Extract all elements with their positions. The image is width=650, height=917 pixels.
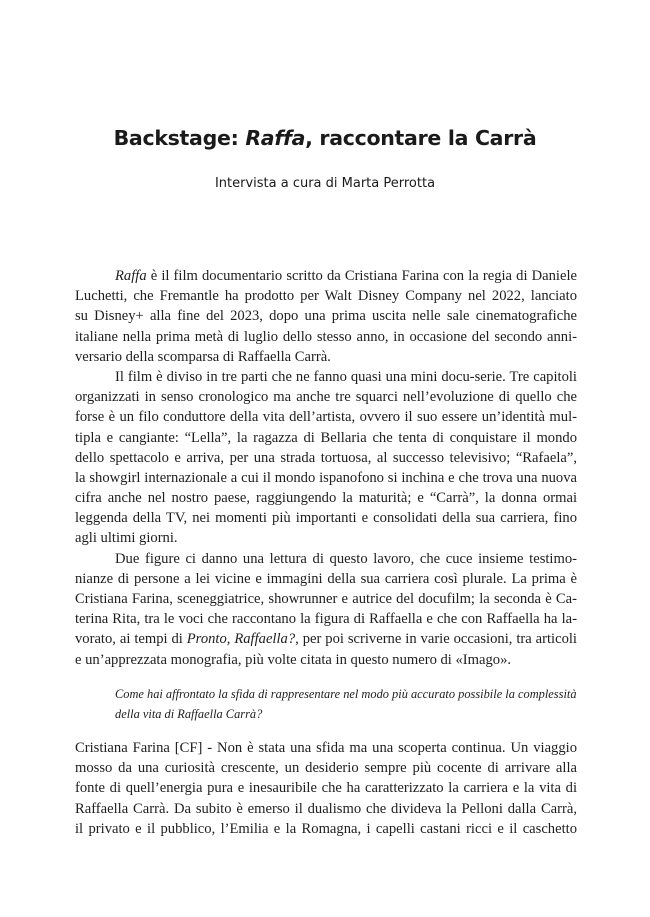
line-text: , per poi scriverne in varie occasioni, tra articoli xyxy=(295,631,577,648)
intro-section xyxy=(75,266,577,670)
film-title-italic: Raffa xyxy=(115,268,147,284)
text-line: versario della scomparsa di Raffaella Carrà. xyxy=(75,348,331,365)
text-line: Due figure ci danno una lettura di questo lavoro, che cuce insieme testimo- xyxy=(115,550,577,567)
article-subtitle: Intervista a cura di Marta Perrotta xyxy=(214,176,436,191)
article-title xyxy=(0,126,650,150)
paragraph xyxy=(75,266,577,367)
text-line xyxy=(75,266,577,286)
interview-question xyxy=(115,684,577,724)
text-line: Luchetti, che Fremantle ha prodotto per Walt Disney Company nel 2022, lanciato xyxy=(75,288,577,305)
text-line: Il film è diviso in tre parti che ne fanno quasi una mini docu-serie. Tre capitoli xyxy=(115,368,577,385)
text-line: leggenda della TV, nei momenti più importanti e consolidati della sua carriera, fino xyxy=(75,510,577,527)
text-line: Raffaella Carrà. Da subito è emerso il dualismo che divideva la Pelloni dalla Carrà, xyxy=(75,800,577,817)
text-line: organizzati in senso cronologico ma anche tre squarci nell’evoluzione di quello che xyxy=(75,389,577,406)
line-text: è il film documentario scritto da Cristiana Farina con la regia di Daniele xyxy=(146,268,577,284)
interview-answer xyxy=(75,738,577,839)
text-line: nianze di persone a lei vicine e immagini della sua carriera così plurale. La prima è xyxy=(75,570,577,587)
text-line: dello spettacolo e arriva, per una strada tortuosa, al successo televisivo; “Rafaela”, xyxy=(75,449,577,466)
text-line: su Disney+ alla fine del 2023, dopo una prima uscita nelle sale cinematografiche xyxy=(75,308,577,325)
text-line: agli ultimi giorni. xyxy=(75,530,178,547)
text-line: tipla e cangiante: “Lella”, la ragazza di Bellaria che tenta di conquistare il mondo xyxy=(75,429,577,446)
question-line: Come hai affrontato la sfida di rappresentare nel modo più accurato possibile la complessità xyxy=(115,687,577,701)
text-line: cifra anche nel nostro paese, raggiungendo la maturità; e “Carrà”, la donna ormai xyxy=(75,490,577,507)
text-line: Cristiana Farina [CF] - Non è stata una sfida ma una scoperta continua. Un viaggio xyxy=(75,740,577,756)
show-title-italic: Pronto, Raffaella? xyxy=(186,631,296,648)
paragraph xyxy=(75,549,577,670)
text-line xyxy=(75,629,577,649)
text-line: terina Rita, tra le voci che raccontano la figura di Raffaella e che con Raffaella ha la- xyxy=(75,611,577,628)
text-line: Cristiana Farina, sceneggiatrice, showrunner e autrice del docufilm; la seconda è Ca- xyxy=(75,591,577,607)
title-suffix: , raccontare la Carrà xyxy=(305,126,537,150)
text-line: forse è un filo conduttore della vita dell’artista, ovvero il suo essere un’identità mul- xyxy=(75,409,577,426)
title-italic: Raffa xyxy=(245,126,306,150)
title-prefix: Backstage: xyxy=(113,126,246,150)
text-line: italiane nella prima metà di luglio dello stesso anno, in occasione del secondo anni- xyxy=(75,328,577,345)
text-line: la showgirl internazionale a cui il mondo ispanofono si inchina e che trova una nuova xyxy=(75,469,577,486)
text-line: fonte di quell’energia pura e inesauribile che ha caratterizzato la carriera e la vita di xyxy=(75,780,577,797)
text-line: e un’apprezzata monografia, più volte citata in questo numero di «Imago». xyxy=(75,651,512,668)
line-text: vorato, ai tempi di xyxy=(75,631,187,648)
text-line: il privato e il pubblico, l’Emilia e la Romagna, i capelli castani ricci e il caschetto xyxy=(75,820,577,837)
text-line: mosso da una curiosità crescente, un desiderio sempre più cocente di arrivare alla xyxy=(75,760,577,777)
paragraph xyxy=(75,367,577,549)
question-line: della vita di Raffaella Carrà? xyxy=(115,707,263,721)
